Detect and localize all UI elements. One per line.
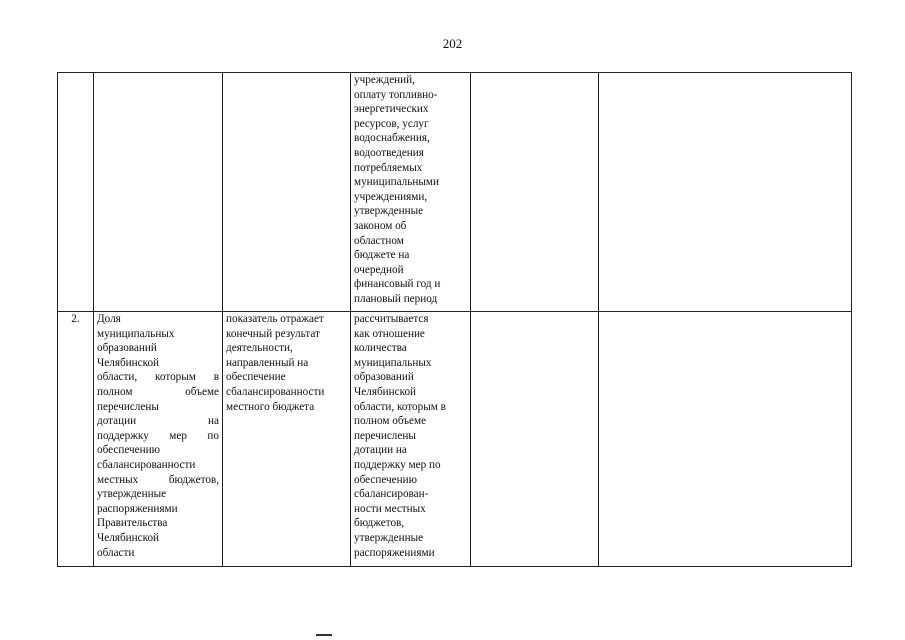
cell-text-line: обеспечению bbox=[97, 444, 160, 457]
cell-text-line: учреждениями, bbox=[354, 190, 428, 203]
cell-text-line: обеспечению bbox=[354, 473, 417, 486]
cell-text-line: конечный результат bbox=[226, 327, 320, 340]
cell-text-line: распоряжениями bbox=[354, 546, 435, 559]
cell-text-line: рассчитывается bbox=[354, 313, 429, 325]
cell-text-line: законом об bbox=[354, 219, 407, 232]
cell-text-line: поддержку мер по bbox=[97, 429, 219, 442]
cell-text-line: сбалансированности bbox=[97, 458, 196, 471]
cell-text-line: ресурсов, услуг bbox=[354, 117, 429, 130]
cell-text-line: утвержденные bbox=[354, 531, 424, 544]
empty-cell bbox=[599, 73, 852, 312]
cell-text-line: как отношение bbox=[354, 327, 425, 340]
indicator-description-cell bbox=[223, 312, 351, 567]
cell-text-line: потребляемых bbox=[354, 161, 423, 174]
cell-text-line: местного бюджета bbox=[226, 400, 315, 413]
table-row bbox=[58, 312, 852, 567]
page-footer-mark bbox=[316, 634, 332, 636]
cell-text-line: финансовый год и bbox=[354, 278, 441, 291]
cell-text-line: сбалансирован- bbox=[354, 488, 429, 501]
cell-text-line: Челябинской bbox=[97, 531, 160, 544]
calculation-method-cell bbox=[351, 73, 471, 312]
indicator-name-cell bbox=[94, 312, 223, 567]
cell-text-line: области, которым в bbox=[97, 371, 219, 384]
calculation-method-cell bbox=[351, 312, 471, 567]
cell-text-line: распоряжениями bbox=[97, 502, 178, 515]
cell-text-line: Правительства bbox=[97, 517, 168, 530]
cell-text-line: направленный на bbox=[226, 356, 309, 369]
cell-text-line: водоотведения bbox=[354, 146, 424, 159]
cell-text-line: области, которым в bbox=[354, 400, 446, 413]
empty-cell bbox=[471, 312, 599, 567]
cell-text-line: утвержденные bbox=[97, 488, 167, 501]
cell-text-line: полном объеме bbox=[354, 415, 427, 428]
cell-text-line: полном объеме bbox=[97, 385, 219, 398]
cell-text-line: Челябинской bbox=[354, 385, 417, 398]
cell-text-line: области bbox=[97, 546, 135, 559]
cell-text-line: образований bbox=[97, 342, 157, 355]
cell-text-line: перечислены bbox=[97, 400, 159, 413]
table-row bbox=[58, 73, 852, 312]
cell-text-line: утвержденные bbox=[354, 205, 424, 218]
page-number: 202 bbox=[442, 36, 463, 51]
indicator-table bbox=[57, 72, 852, 567]
cell-text-line: местных бюджетов, bbox=[97, 473, 219, 486]
cell-text-line: ности местных bbox=[354, 502, 426, 515]
cell-text-line: образований bbox=[354, 371, 414, 384]
empty-cell bbox=[471, 73, 599, 312]
cell-text-line: дотации на bbox=[354, 444, 407, 457]
cell-text-line: муниципальными bbox=[354, 176, 439, 189]
cell-text-line: количества bbox=[354, 342, 407, 355]
cell-text-line: Доля bbox=[97, 313, 121, 325]
cell-text-line: перечислены bbox=[354, 429, 416, 442]
cell-text-line: муниципальных bbox=[354, 356, 432, 369]
cell-text-line: сбалансированности bbox=[226, 385, 325, 398]
cell-text-line: очередной bbox=[354, 263, 404, 276]
indicator-description-cell bbox=[223, 73, 351, 312]
cell-text-line: деятельности, bbox=[226, 342, 293, 355]
cell-text-line: муниципальных bbox=[97, 327, 175, 340]
cell-text-line: учреждений, bbox=[354, 74, 415, 86]
empty-cell bbox=[599, 312, 852, 567]
cell-text-line: областном bbox=[354, 234, 404, 247]
row-number-cell: 2. bbox=[58, 312, 94, 567]
cell-text-line: бюджетов, bbox=[354, 517, 405, 530]
cell-text-line: поддержку мер по bbox=[354, 458, 441, 471]
cell-text-line: показатель отражает bbox=[226, 313, 324, 325]
cell-text-line: водоснабжения, bbox=[354, 132, 430, 145]
cell-text-line: дотации на bbox=[97, 415, 219, 428]
row-number-cell bbox=[58, 73, 94, 312]
cell-text-line: энергетических bbox=[354, 103, 429, 116]
indicator-name-cell bbox=[94, 73, 223, 312]
cell-text-line: Челябинской bbox=[97, 356, 160, 369]
cell-text-line: оплату топливно- bbox=[354, 88, 438, 101]
cell-text-line: бюджете на bbox=[354, 249, 410, 262]
cell-text-line: плановый период bbox=[354, 292, 438, 305]
cell-text-line: обеспечение bbox=[226, 371, 286, 384]
